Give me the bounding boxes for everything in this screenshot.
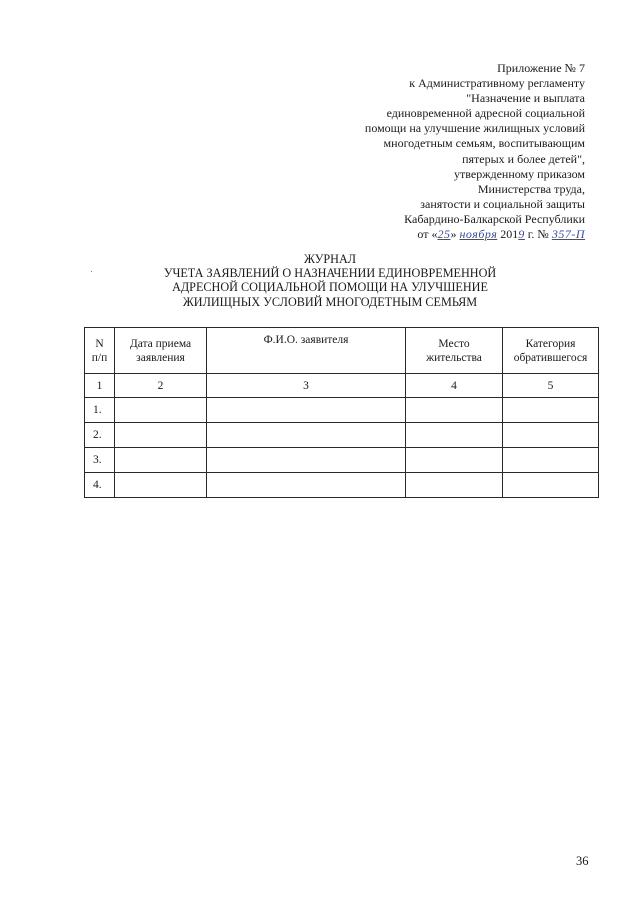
empty-cell — [207, 448, 406, 473]
order-number: 357-П — [551, 227, 585, 242]
journal-title — [80, 252, 580, 309]
empty-cell — [115, 398, 207, 423]
row-index: 1. — [85, 398, 115, 423]
order-prefix: от « — [417, 227, 438, 242]
title-line: УЧЕТА ЗАЯВЛЕНИЙ О НАЗНАЧЕНИИ ЕДИНОВРЕМЕННОЙ — [163, 266, 497, 281]
column-number-row — [85, 374, 599, 398]
row-index: 3. — [85, 448, 115, 473]
empty-cell — [207, 473, 406, 498]
empty-cell — [406, 448, 503, 473]
table-row — [85, 398, 599, 423]
order-mid1: » — [450, 227, 460, 242]
table-header-row — [85, 328, 599, 374]
row-index: 4. — [85, 473, 115, 498]
header-cell-category: Категория обратившегося — [503, 328, 599, 374]
header-cell-date: Дата приема заявления — [115, 328, 207, 374]
empty-cell — [406, 398, 503, 423]
empty-cell — [115, 423, 207, 448]
appendix-line: Кабардино-Балкарской Республики — [404, 211, 585, 226]
appendix-line: занятости и социальной защиты — [420, 196, 585, 211]
appendix-line: пятерых и более детей", — [462, 151, 585, 166]
row-index: 2. — [85, 423, 115, 448]
appendix-line: Приложение № 7 — [497, 61, 585, 75]
appendix-block — [265, 61, 585, 242]
appendix-line: к Административному регламенту — [409, 76, 585, 91]
order-day: 25 — [437, 227, 451, 242]
header-cell-name: Ф.И.О. заявителя — [207, 328, 406, 374]
empty-cell — [406, 473, 503, 498]
header-cell-number: N п/п — [85, 328, 115, 374]
table-row — [85, 473, 599, 498]
appendix-line: "Назначение и выплата — [466, 91, 585, 106]
empty-cell — [503, 448, 599, 473]
empty-cell — [406, 423, 503, 448]
title-line: ЖУРНАЛ — [303, 252, 357, 266]
journal-table — [84, 327, 599, 498]
empty-cell — [207, 398, 406, 423]
appendix-line: Министерства труда, — [477, 181, 585, 196]
column-number: 4 — [406, 374, 503, 398]
table-row — [85, 423, 599, 448]
column-number: 5 — [503, 374, 599, 398]
order-year-digit: 9 — [518, 227, 525, 242]
empty-cell — [115, 448, 207, 473]
empty-cell — [207, 423, 406, 448]
appendix-line: помощи на улучшение жилищных условий — [364, 121, 585, 136]
empty-cell — [503, 423, 599, 448]
page-number: 36 — [576, 854, 589, 868]
column-number: 3 — [207, 374, 406, 398]
column-number: 2 — [115, 374, 207, 398]
title-line: ЖИЛИЩНЫХ УСЛОВИЙ МНОГОДЕТНЫМ СЕМЬЯМ — [182, 294, 478, 309]
order-month: ноября — [459, 227, 498, 242]
empty-cell — [115, 473, 207, 498]
appendix-line: единовременной адресной социальной — [386, 106, 585, 121]
order-date-line — [265, 227, 585, 242]
empty-cell — [503, 473, 599, 498]
header-cell-residence: Место жительства — [406, 328, 503, 374]
appendix-line: утвержденному приказом — [454, 166, 585, 181]
order-year-prefix: 201 — [497, 227, 519, 242]
table-row — [85, 448, 599, 473]
order-mid2: г. № — [524, 227, 552, 242]
column-number: 1 — [85, 374, 115, 398]
appendix-line: многодетным семьям, воспитывающим — [383, 136, 585, 151]
title-line: АДРЕСНОЙ СОЦИАЛЬНОЙ ПОМОЩИ НА УЛУЧШЕНИЕ — [172, 280, 488, 295]
empty-cell — [503, 398, 599, 423]
